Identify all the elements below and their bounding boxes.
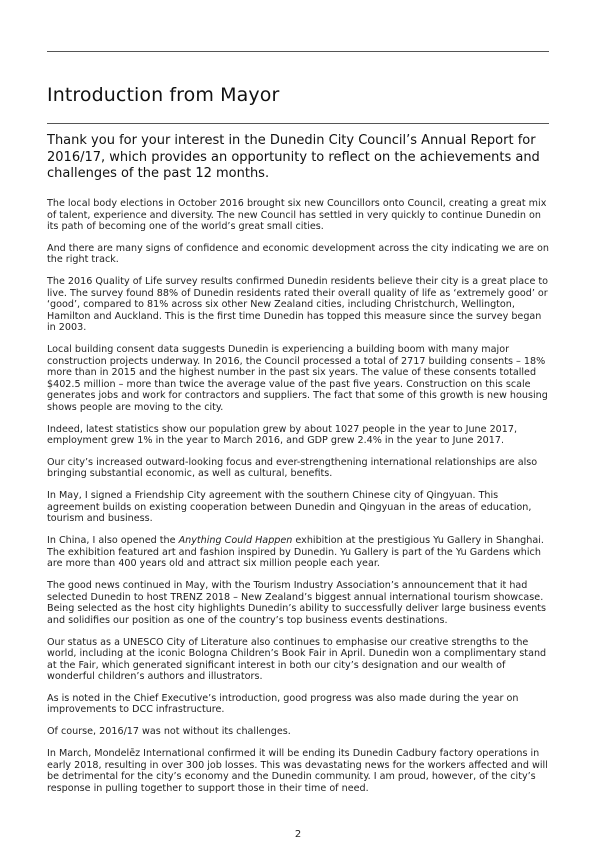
china-text-after: exhibition at the prestigious Yu Gallery in Shanghai. The exhibition featured art and fashion inspired by Dunedin. Yu Gallery is part of the Yu Gardens which are more than 400 years old and attract six million people each year. [47, 535, 544, 570]
paragraph-confidence: And there are many signs of confidence and economic development across the city indicating we are on the right track. [47, 242, 549, 266]
paragraph-qingyuan: In May, I signed a Friendship City agreement with the southern Chinese city of Qingyuan. This agreement builds on existing cooperation between Dunedin and Qingyuan in the areas of education, tourism and business. [47, 490, 532, 525]
paragraph-infrastructure: As is noted in the Chief Executive’s introduction, good progress was also made during the year on improvements to DCC infrastructure. [47, 692, 519, 716]
paragraph-challenges: Of course, 2016/17 was not without its challenges. [47, 726, 291, 738]
paragraph-elections: The local body elections in October 2016 brought six new Councillors onto Council, creating a great mix of talent, experience and diversity. The new Council has settled in very quickly to continue Dunedin on its path of becoming one of the world’s great small cities. [47, 198, 547, 232]
paragraph-cadbury: In March, Mondelēz International confirmed it will be ending its Dunedin Cadbury factory operations in early 2018, resulting in over 300 job losses. This was devastating news for the workers affected and will be detrimental for the city’s economy and the Dunedin community. I am proud, however, of the city’s response in pulling together to support those in their time of need. [47, 748, 548, 794]
paragraph-trenz: The good news continued in May, with the Tourism Industry Association’s announcement that it had selected Dunedin to host TRENZ 2018 – New Zealand’s biggest annual international tourism showcase. Being selected as the host city highlights Dunedin’s ability to successfully deliver large business events and solidifies our position as one of the country’s top business events destinations. [47, 580, 547, 626]
paragraph-quality-of-life: The 2016 Quality of Life survey results confirmed Dunedin residents believe their city is a great place to live. The survey found 88% of Dunedin residents rated their overall quality of life as ‘extremely good’ or ‘good’, compared to 81% across six other New Zealand cities, including Christchurch, Wellington, Hamilton and Auckland. This is the first time Dunedin has topped this measure since the survey began in 2003. [47, 276, 549, 334]
paragraph-china-exhibition [47, 535, 551, 570]
page-number: 2 [294, 829, 302, 840]
paragraph-unesco: Our status as a UNESCO City of Literature also continues to emphasise our creative strengths to the world, including at the iconic Bologna Children’s Book Fair in April. Dunedin won a complimentary stand at the Fair, which generated significant interest in both our city’s designation and our wealth of wonderful children’s authors and illustrators. [47, 636, 547, 683]
exhibition-title: Anything Could Happen [178, 535, 293, 547]
body-text [47, 198, 551, 805]
paragraph-building-consents: Local building consent data suggests Dunedin is experiencing a building boom with many major construction projects underway. In 2016, the Council processed a total of 2717 building consents – 18% more than in 2015 and the highest number in the past six years. The value of these consents totalled $402.5 million – more than twice the average value of the past five years. Construction on this scale generates jobs and work for contractors and suppliers. The fact that some of this growth is new housing shows people are moving to the city. [47, 344, 548, 413]
lead-paragraph: Thank you for your interest in the Dunedin City Council’s Annual Report for 2016/17, which provides an opportunity to reflect on the achievements and challenges of the past 12 months. [47, 133, 540, 181]
paragraph-international: Our city’s increased outward-looking focus and ever-strengthening international relationships are also bringing substantial economic, as well as cultural, benefits. [47, 456, 538, 480]
paragraph-statistics: Indeed, latest statistics show our population grew by about 1027 people in the year to June 2017, employment grew 1% in the year to March 2016, and GDP grew 2.4% in the year to June 2017. [47, 423, 518, 447]
china-text-before: In China, I also opened the [47, 535, 179, 547]
page-heading: Introduction from Mayor [47, 84, 280, 106]
heading-rule [47, 123, 549, 124]
top-rule [47, 51, 549, 52]
